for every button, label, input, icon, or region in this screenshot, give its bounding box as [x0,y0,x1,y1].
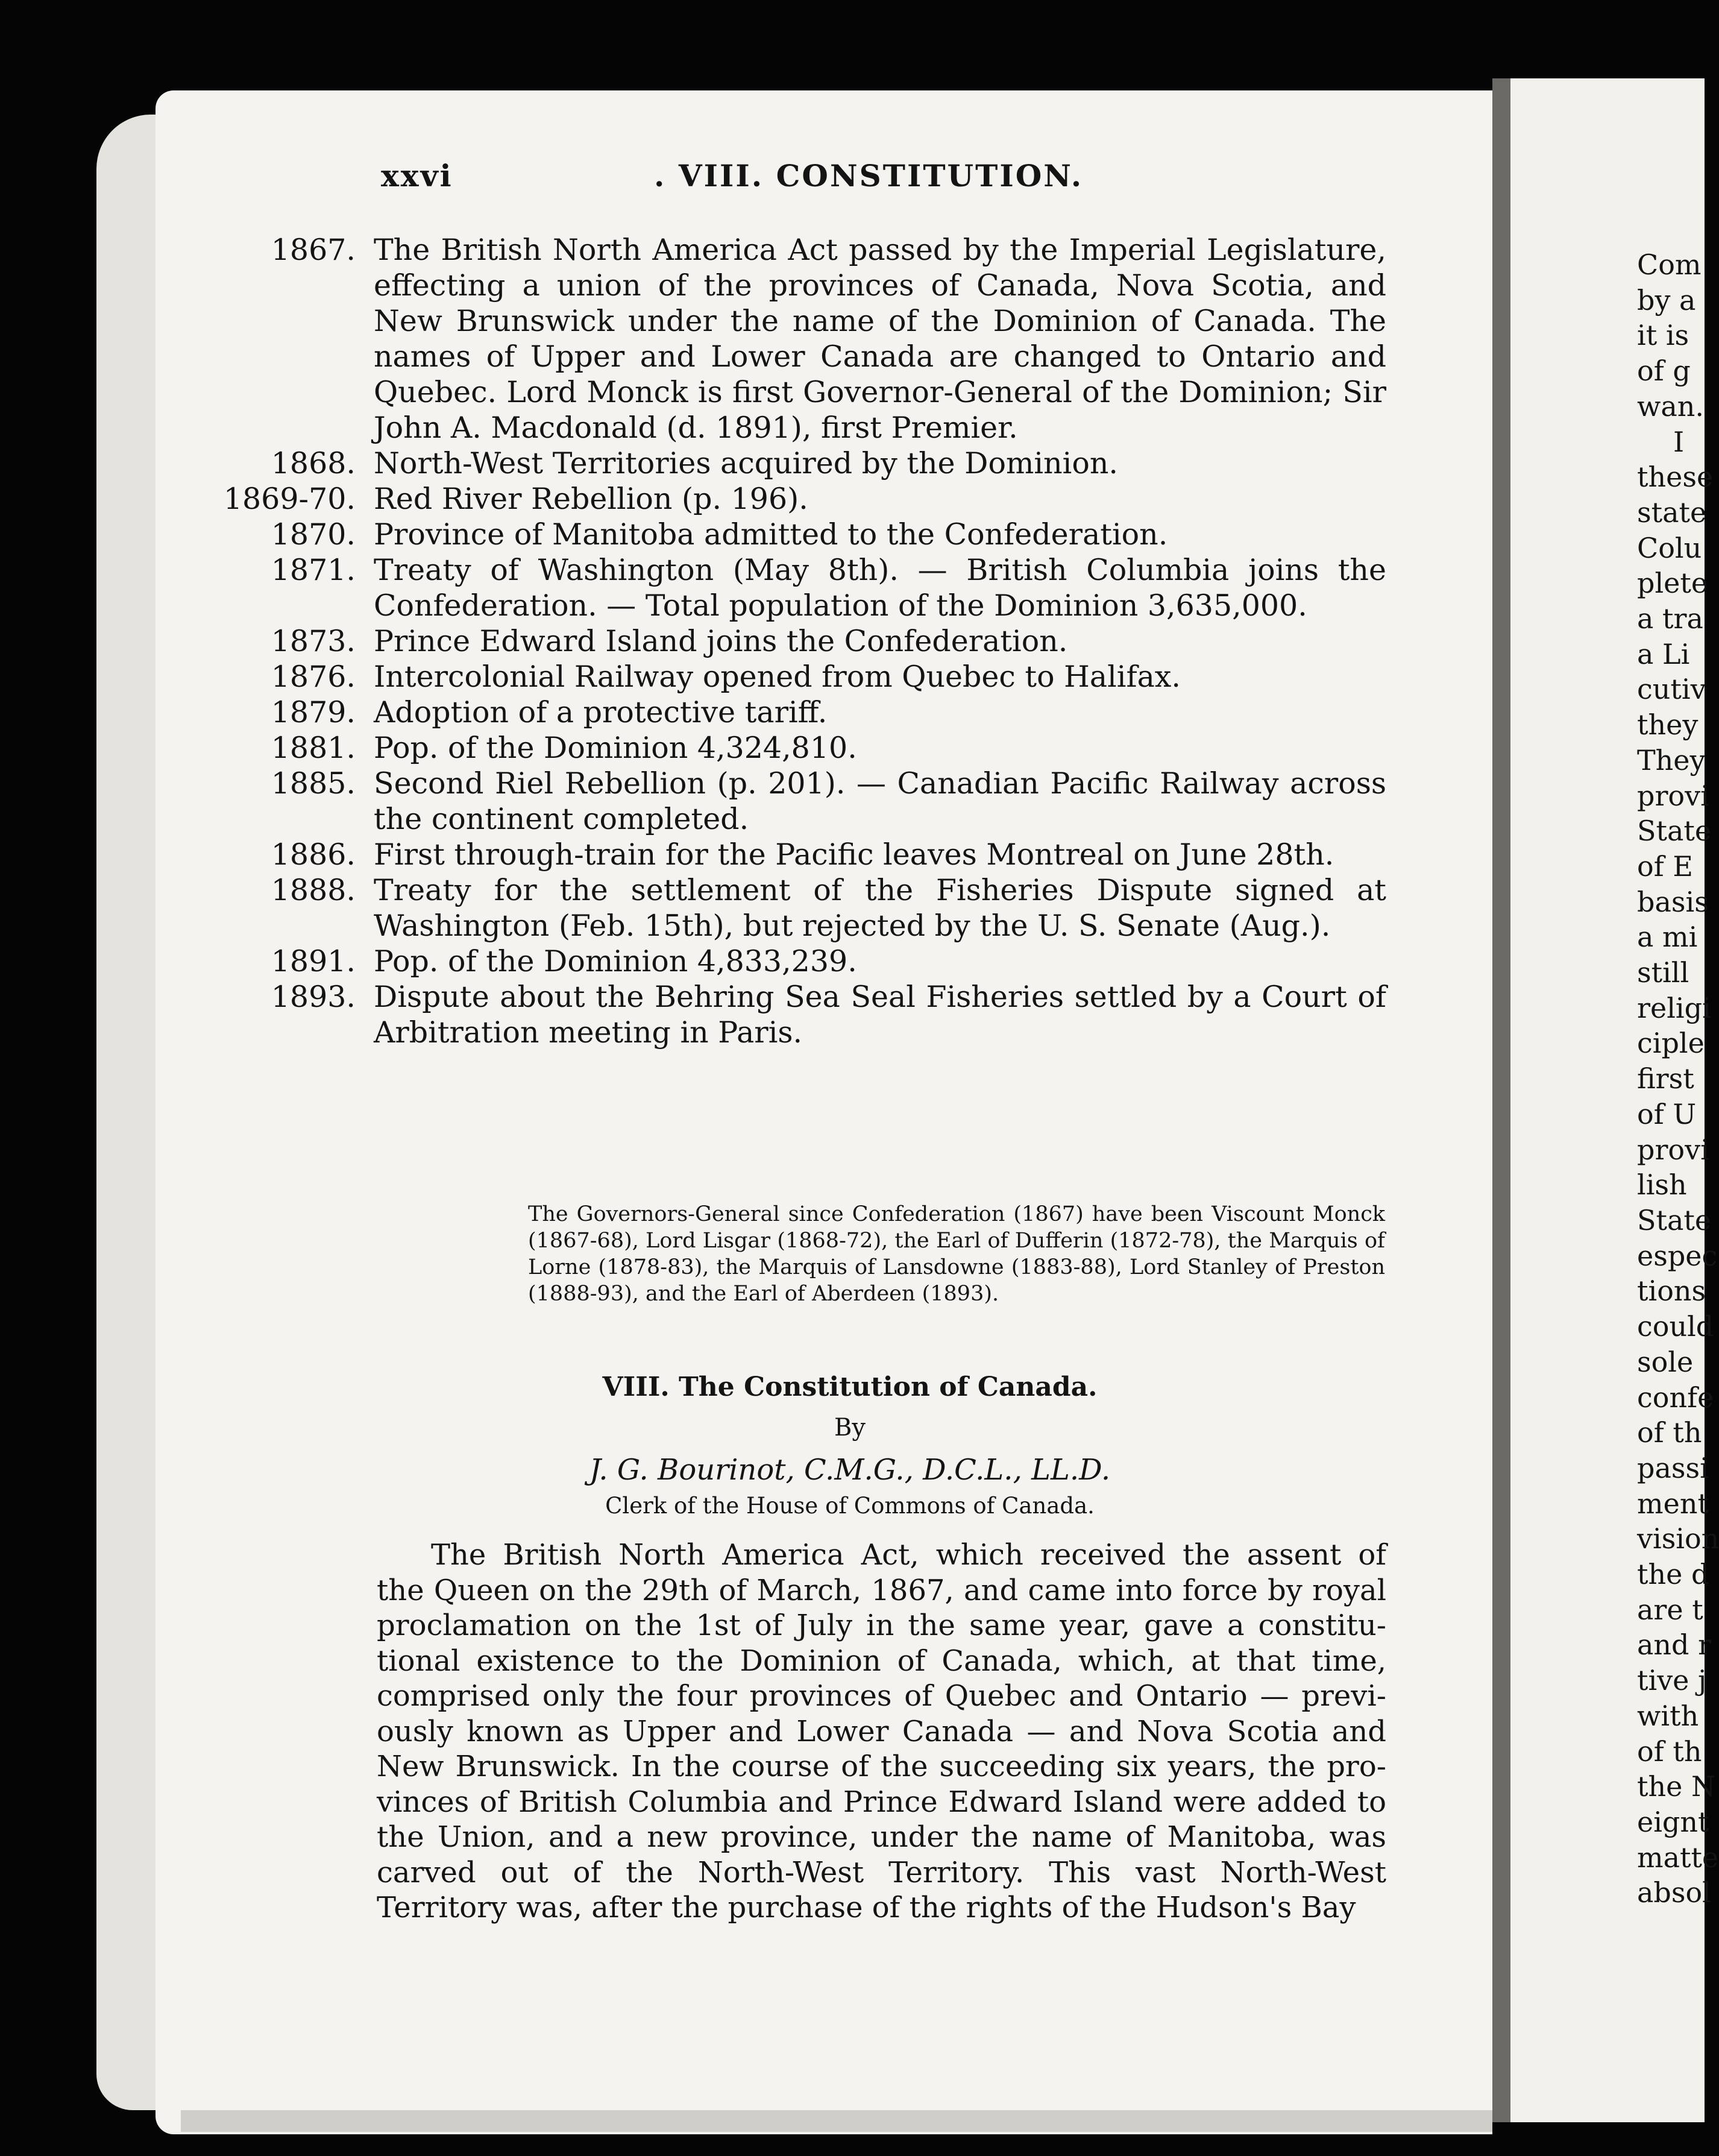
entry-text: Treaty of Washington (May 8th). — British Columbia joins the Confederation. — Total population of the Dominion 3,635,000. [374,553,1386,623]
running-title: . VIII. CONSTITUTION. [654,158,1084,194]
right-page-fragment: State [1637,815,1712,848]
right-page-fragment: vision [1637,1522,1719,1556]
entry-year: 1868. [271,446,356,481]
paragraph-line: proclamation on the 1st of July in the same year, gave a constitu- [377,1609,1386,1642]
body-paragraph [377,1537,1386,1926]
page-number: xxvi [381,158,453,194]
timeline-entry [271,552,1386,623]
section-title: VIII. The Constitution of Canada. [602,1372,1098,1402]
timeline-entry [271,766,1386,837]
right-page-fragment: Com [1637,248,1702,281]
right-page-fragment: confe [1637,1381,1714,1414]
right-page-column [1637,247,1719,1911]
right-page-fragment: of E [1637,849,1693,883]
right-page-fragment: of U [1637,1097,1697,1130]
right-page-fragment: of g [1637,355,1691,388]
entry-text: First through-train for the Pacific leaves Montreal on June 28th. [374,837,1334,872]
entry-text: Adoption of a protective tariff. [374,695,828,730]
right-page-fragment: absol [1637,1876,1711,1909]
right-page-fragment: basis [1637,885,1709,918]
paragraph-line: carved out of the North-West Territory. This vast North-West [377,1855,1386,1890]
right-page-fragment: could [1637,1310,1714,1343]
entry-text: Prince Edward Island joins the Confederation. [374,624,1068,658]
entry-year: 1879. [271,695,356,730]
right-page-fragment: religi [1637,991,1711,1024]
timeline-entry [271,659,1386,695]
entry-year: 1886. [271,837,356,872]
entry-text: Second Riel Rebellion (p. 201). — Canadian Pacific Railway across the continent completed. [374,766,1386,836]
right-page-fragment: first [1637,1062,1694,1095]
entry-year: 1873. [271,624,356,658]
paragraph-line: comprised only the four provinces of Quebec and Ontario — previ- [377,1679,1386,1713]
section-author: J. G. Bourinot, C.M.G., D.C.L., LL.D. [589,1453,1111,1487]
timeline-entry [271,944,1386,979]
page-bottom-edge [181,2110,1492,2132]
paragraph-line: tional existence to the Dominion of Canada, which, at that time, [377,1644,1386,1678]
timeline-entry [271,837,1386,872]
right-page-fragment: lish [1637,1168,1687,1202]
right-page-fragment: provi [1637,1133,1709,1166]
entry-text: Dispute about the Behring Sea Seal Fisheries settled by a Court of Arbitration meeting in Paris. [374,980,1386,1050]
section-by: By [834,1414,866,1442]
timeline-entry [271,979,1386,1050]
right-page-fragment: a Li [1637,637,1690,670]
right-page-fragment: these [1637,461,1714,494]
right-page-fragment: a tra [1637,602,1703,635]
timeline-entry [271,695,1386,730]
right-page-fragment: eignt [1637,1805,1709,1838]
entry-year: 1867. [271,233,356,267]
right-page-fragment: tive j [1637,1664,1707,1697]
timeline-entry [271,623,1386,659]
paragraph-line: New Brunswick. In the course of the succeeding six years, the pro- [377,1750,1386,1783]
entry-text: North-West Territories acquired by the Dominion. [374,446,1118,481]
entry-year: 1885. [271,766,356,801]
right-page-fragment: are t [1637,1593,1703,1626]
right-page-fragment: sole [1637,1345,1694,1378]
right-page-fragment: the N [1637,1770,1716,1803]
right-page-fragment: still [1637,956,1689,989]
timeline-entry [271,232,1386,446]
section-author-role: Clerk of the House of Commons of Canada. [605,1493,1095,1519]
paragraph-line: ously known as Upper and Lower Canada — and Nova Scotia and [377,1714,1386,1748]
right-page-fragment: They [1637,743,1706,777]
right-page-fragment: and r [1637,1628,1712,1662]
book-gutter [1492,78,1510,2122]
right-page-fragment: with [1637,1699,1699,1732]
right-page-fragment: it is [1637,319,1689,352]
entry-year: 1891. [271,944,356,979]
entry-year: 1869-70. [223,482,356,516]
right-page-fragment: by a [1637,283,1696,317]
entry-year: 1870. [271,517,356,552]
timeline-entry [223,481,1386,517]
entry-year: 1871. [271,553,356,587]
right-page-fragment: state [1637,496,1707,529]
right-page-fragment: plete [1637,567,1708,600]
right-page-fragment: provi [1637,779,1709,812]
right-page-fragment: I [1673,425,1685,458]
timeline-entry [271,517,1386,552]
paragraph-line: The British North America Act, which received the assent of [431,1538,1386,1572]
entry-text: Intercolonial Railway opened from Quebec to Halifax. [374,660,1181,694]
paragraph-line: Territory was, after the purchase of the rights of the Hudson's Bay [377,1891,1356,1924]
timeline-entry [271,446,1386,481]
right-page-fragment: matte [1637,1841,1719,1874]
entry-text: Pop. of the Dominion 4,324,810. [374,731,857,765]
right-page-fragment: Colu [1637,531,1702,564]
timeline-entry [271,730,1386,766]
right-page-fragment: of th [1637,1416,1702,1449]
entry-year: 1876. [271,660,356,694]
right-page-fragment: of th [1637,1735,1702,1768]
right-page-fragment: State [1637,1203,1712,1237]
entry-year: 1881. [271,731,356,765]
entry-text: Province of Manitoba admitted to the Confederation. [374,517,1168,552]
right-page-fragment: the d [1637,1558,1709,1591]
right-page-fragment: passi [1637,1451,1709,1484]
right-page-fragment: a mi [1637,921,1698,954]
right-page-fragment: cutiv [1637,673,1706,706]
paragraph-line: the Union, and a new province, under the name of Manitoba, was [377,1820,1386,1854]
right-page-fragment: espec [1637,1239,1718,1272]
paragraph-line: vinces of British Columbia and Prince Edward Island were added to [377,1785,1386,1819]
entry-text: The British North America Act passed by the Imperial Legislature, effecting a union of the provinces of Canada, Nova Scotia, and New Brunswick under the name of the Dominion of Canada. The names of Upper and Lower Canada are changed to Ontario and Quebec. Lord Monck is first Governor-General of the Dominion; Sir John A. Macdonald (d. 1891), first Premier. [374,233,1386,445]
entry-year: 1893. [271,980,356,1014]
right-page-fragment: wan. [1637,389,1705,423]
entry-text: Red River Rebellion (p. 196). [374,482,808,516]
timeline-entry [271,872,1386,944]
right-page-fragment: tions [1637,1275,1706,1308]
governors-general-note: The Governors-General since Confederation (1867) have been Viscount Monck (1867-68), Lord Lisgar (1868-72), the Earl of Dufferin (1872-78), the Marquis of Lorne (1878-83), the Marquis of Lansdowne (1883-88), Lord Stanley of Preston (1888-93), and the Earl of Aberdeen (1893). [528,1202,1385,1306]
right-page-fragment: they [1637,708,1699,742]
timeline [223,232,1386,1050]
entry-text: Pop. of the Dominion 4,833,239. [374,944,857,979]
entry-text: Treaty for the settlement of the Fisheries Dispute signed at Washington (Feb. 15th), but rejected by the U. S. Senate (Aug.). [374,873,1386,943]
right-page-fragment: ment [1637,1487,1709,1520]
entry-year: 1888. [271,873,356,907]
right-page-fragment: ciple [1637,1027,1705,1060]
paragraph-line: the Queen on the 29th of March, 1867, and came into force by royal [377,1573,1386,1607]
